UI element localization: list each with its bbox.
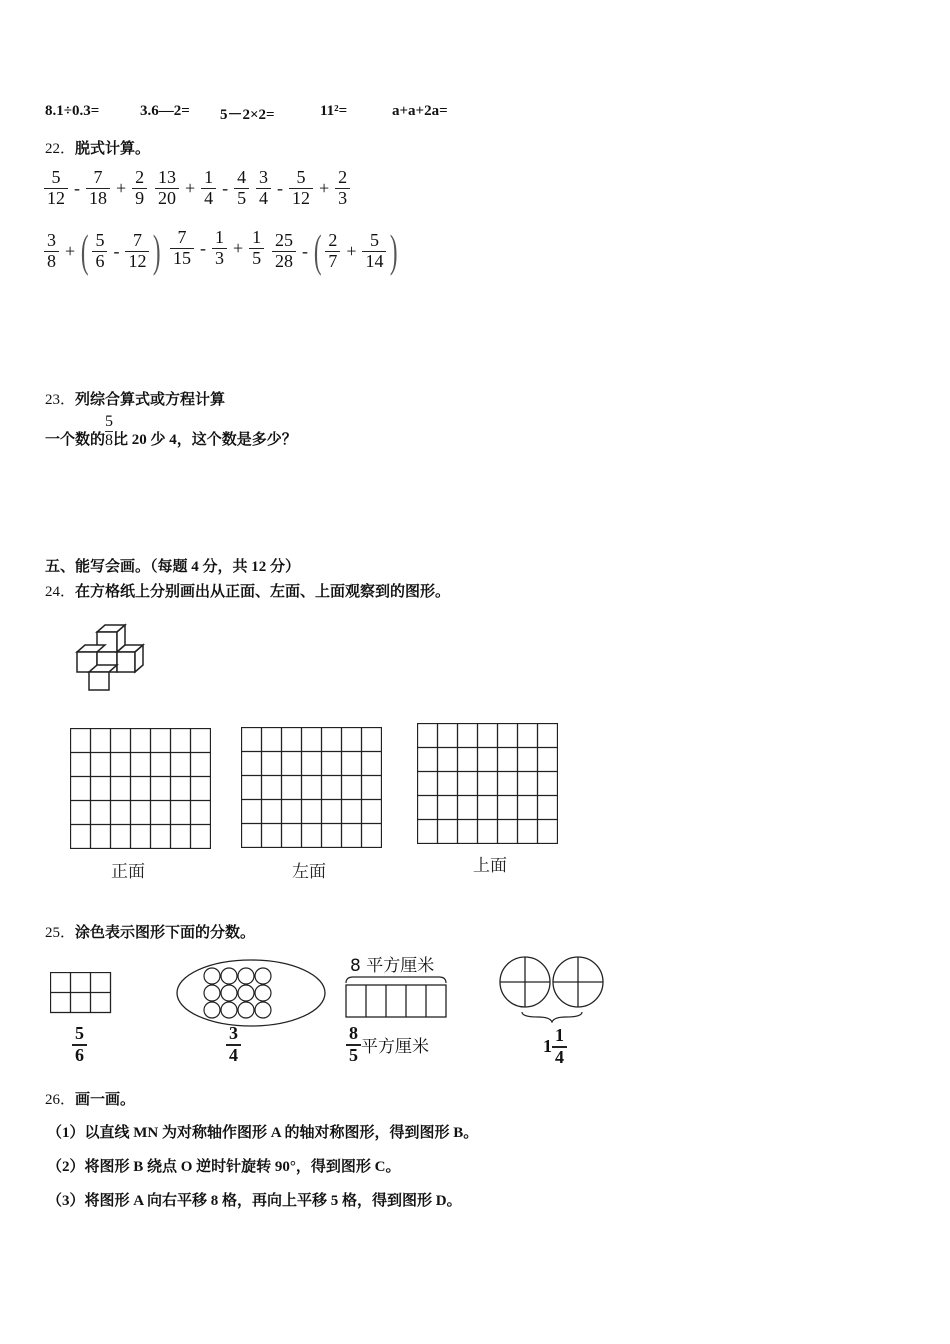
- q23-frac-den: 8: [105, 432, 114, 450]
- operator: -: [200, 237, 206, 258]
- q26-title: 画一画。: [75, 1092, 136, 1108]
- q25-fraction-3: $\frac{8}{5}$ 平方厘米: [346, 1024, 429, 1066]
- fraction: $\frac{3}{4}$: [256, 168, 271, 209]
- q22-expr-5: [170, 228, 264, 269]
- q25-number: 25．: [45, 925, 76, 941]
- q23-problem: [45, 413, 297, 451]
- q26-item-2: （2）将图形 B 绕点 O 逆时针旋转 90°，得到图形 C。: [47, 1159, 401, 1175]
- fraction: $\frac{5}{6}$: [92, 231, 107, 272]
- q22-expr-1: [44, 168, 147, 209]
- operator: +: [185, 177, 196, 198]
- fraction: $\frac{7}{15}$: [170, 228, 194, 269]
- fraction: $\frac{5}{14}$: [362, 231, 386, 272]
- operator: +: [65, 240, 76, 261]
- operator: -: [277, 177, 283, 198]
- q22-expr-3: [256, 168, 350, 209]
- grid-top-label: 上面: [473, 856, 507, 876]
- grid-front[interactable]: [70, 728, 211, 849]
- q25-fraction-1: $\frac{5}{6}$: [72, 1024, 87, 1066]
- calc-item-3: 5－2×2=: [220, 107, 275, 123]
- fraction: $\frac{4}{5}$: [234, 168, 249, 209]
- q23-number: 23．: [45, 392, 76, 408]
- q25-rect-bar[interactable]: [345, 975, 447, 1019]
- q25-rect-area-label: 8 平方厘米: [350, 956, 435, 976]
- fraction: $\frac{2}{3}$: [335, 168, 350, 209]
- q25-two-circles[interactable]: [498, 955, 606, 1023]
- q25-ellipse-circles[interactable]: [175, 958, 327, 1028]
- calc-item-4: 11²=: [320, 103, 348, 119]
- q25-fraction-4-whole: 1: [543, 1036, 552, 1057]
- q24-number: 24．: [45, 584, 76, 600]
- section-5-heading: 五、能写会画。（每题 4 分，共 12 分）: [45, 559, 301, 575]
- q25-fraction-2: $\frac{3}{4}$: [226, 1024, 241, 1066]
- calc-item-5: a+a+2a=: [392, 103, 448, 119]
- fraction: $\frac{7}{18}$: [86, 168, 110, 209]
- fraction: $\frac{13}{20}$: [155, 168, 179, 209]
- fraction: $\frac{1}{4}$: [201, 168, 216, 209]
- cube-stack-figure: [65, 622, 155, 697]
- left-paren: (: [80, 225, 89, 276]
- q22-number: 22．: [45, 141, 76, 157]
- q25-fraction-3-unit: 平方厘米: [361, 1037, 429, 1058]
- q22-expr-4: [44, 225, 161, 276]
- q25-heading: [45, 921, 255, 942]
- q25-title: 涂色表示图形下面的分数。: [75, 925, 256, 941]
- operator: -: [302, 240, 308, 261]
- q25-fraction-4: 1 $\frac{1}{4}$: [543, 1026, 567, 1068]
- operator: -: [113, 240, 120, 261]
- operator: -: [74, 177, 80, 198]
- q26-item-1: （1）以直线 MN 为对称轴作图形 A 的轴对称图形，得到图形 B。: [47, 1125, 479, 1141]
- operator: +: [319, 177, 330, 198]
- q22-title: 脱式计算。: [75, 141, 151, 157]
- fraction: $\frac{2}{7}$: [325, 231, 340, 272]
- q24-heading: [45, 580, 450, 601]
- operator: +: [116, 177, 127, 198]
- fraction: $\frac{5}{12}$: [44, 168, 68, 209]
- q26-item-3: （3）将图形 A 向右平移 8 格，再向上平移 5 格，得到图形 D。: [47, 1193, 462, 1209]
- fraction: $\frac{25}{28}$: [272, 231, 296, 272]
- grid-front-label: 正面: [111, 862, 145, 882]
- q26-heading: [45, 1088, 135, 1109]
- q23-text-after: 比 20 少 4，这个数是多少？: [113, 431, 297, 448]
- grid-top[interactable]: [417, 723, 558, 844]
- q26-number: 26．: [45, 1092, 76, 1108]
- fraction: $\frac{1}{3}$: [212, 228, 227, 269]
- calc-item-2: 3.6—2=: [140, 103, 190, 119]
- q23-fraction: [105, 413, 113, 451]
- operator: -: [222, 177, 229, 198]
- q22-heading: [45, 137, 150, 158]
- q22-expr-6: [272, 225, 398, 276]
- q23-heading: [45, 388, 225, 409]
- q23-frac-num: 5: [105, 413, 113, 432]
- operator: +: [233, 237, 244, 258]
- q25-rect-grid[interactable]: [50, 972, 112, 1014]
- fraction: $\frac{5}{12}$: [289, 168, 313, 209]
- operator: +: [346, 240, 357, 261]
- left-paren: (: [313, 225, 322, 276]
- fraction: $\frac{2}{9}$: [132, 168, 147, 209]
- fraction: $\frac{7}{12}$: [125, 231, 149, 272]
- q24-title: 在方格纸上分别画出从正面、左面、上面观察到的图形。: [75, 584, 451, 600]
- fraction: $\frac{3}{8}$: [44, 231, 59, 272]
- right-paren: ): [390, 225, 398, 276]
- q23-title: 列综合算式或方程计算: [75, 392, 226, 408]
- q23-text-before: 一个数的: [45, 431, 106, 448]
- right-paren: ): [153, 225, 161, 276]
- cube-front-face: [89, 672, 109, 690]
- fraction: $\frac{1}{5}$: [249, 228, 264, 269]
- grid-left-label: 左面: [292, 862, 326, 882]
- q22-expr-2: [155, 168, 249, 209]
- calc-item-1: 8.1÷0.3=: [45, 103, 100, 119]
- cube-front-face: [117, 652, 135, 672]
- grid-left[interactable]: [241, 727, 382, 848]
